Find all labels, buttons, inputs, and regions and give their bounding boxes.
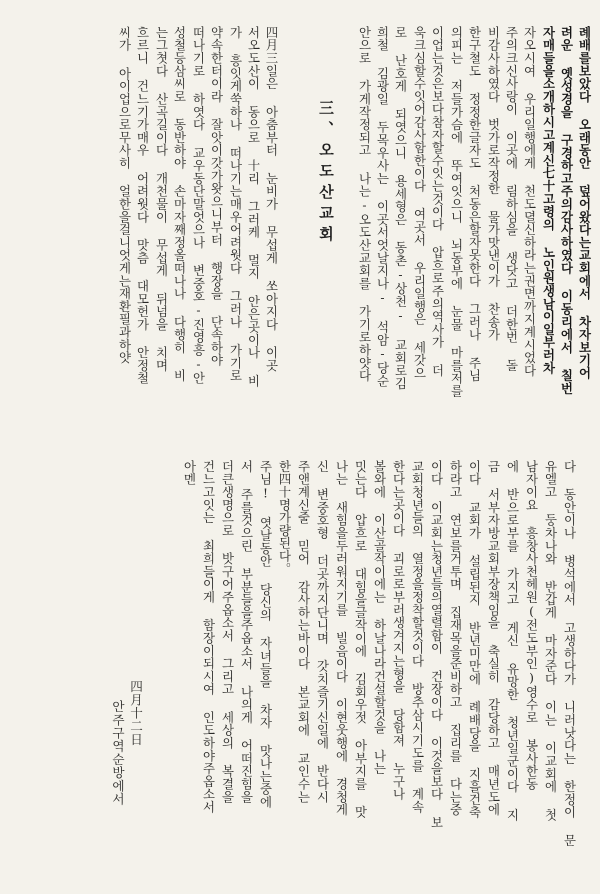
right-line-8: 의피는 저들가슴에 뚜여잇으니 뇌동부에 눈물 마를저를 xyxy=(449,26,464,398)
left-line-17: 주님! 엿날동안 당신의 자녀들을 차자 맛나는중에 xyxy=(258,460,273,809)
right-line-22: 성철등삼씨로 동반하야 손마자째정올떠나나 다행히 비 xyxy=(172,26,187,382)
left-line-3: 남자이요 흥창사천헤원(전도부인)영수로 봉사한동 xyxy=(524,460,539,791)
left-line-12: 밋는다 압흐로 대힘을글작이에 김회우젓 아부지를 맛 xyxy=(353,460,368,819)
right-line-18: 서오도산이 동으로 十리 그러케 멀지 안은곳이나 비 xyxy=(246,26,261,388)
left-line-1: 다 동안이나 병석에서 고생하다가 니러낫다는 한정이 문 xyxy=(562,460,577,847)
left-line-8: 이다 이교회는청년들의열렬함이 건장이다 이것을보다 보 xyxy=(429,460,444,829)
right-line-9: 이업는것은보다참자할수잇는것이다 압흐로주의역사가 더 xyxy=(430,26,445,377)
right-line-1: 례배를보았다 오래동안 덮어왔다는교회에서 차자보기어 xyxy=(577,26,592,380)
left-line-19: 더큰생명으로 밧구어주옵소서 그리고 세상의 복결을 xyxy=(220,460,235,804)
left-line-18: 서 주를것으린 부분들을주옵소서 나의게 어떠진힘을 xyxy=(239,460,254,804)
right-line-24: 흐르니 건느기가매우 어려웟다 맛츰 대모헌가 안정철 xyxy=(135,26,150,385)
right-line-12: 희철 김광일 두목우사는 이곳서엇날지나- 석암-당순 xyxy=(375,26,390,388)
right-line-11: 로 난호게 되엿으니 용세형은 동촌-상천- 교회로김 xyxy=(393,26,408,390)
signature-date: 四月十二日 xyxy=(128,680,143,746)
right-line-6: 비감사하였다 벗가로작정한 물가맛낸이가 찬송가 xyxy=(486,26,501,341)
left-line-16: 한四十명가량된다。 xyxy=(277,460,292,576)
right-line-3: 자매들을소개하시고계신七十고령의 노인원생남이일부러차 xyxy=(541,26,556,375)
left-line-14: 신 변중호형 더곳까지단니며 갓치즐기신일에 반다시 xyxy=(315,460,330,804)
right-line-2: 려운 옛성경을 구경하고주의감사하였다 이동리에서 칠번 xyxy=(559,26,574,395)
section-heading: 三、오도산교회 xyxy=(317,100,335,247)
right-line-13: 안으로 가게작정되고 나는-오도산교회를 가기로하얏다 xyxy=(357,26,372,382)
right-line-19: 가 흥잇게쑥하나 떠나기는매우어려웟다 그러나 가기로 xyxy=(228,26,243,382)
left-line-4: 에 반으로부를 가지고 게신 유망한 청년일군이다 지 xyxy=(505,460,520,822)
left-line-5: 금 서부자방교회부장책임을 축실히 감당하고 매년도에 xyxy=(486,460,501,816)
right-line-20: 약속한터이라 잘앗이갓가왓으니부터 행장을 단속하야 xyxy=(209,26,224,367)
left-line-6: 이다 교회가 설립된지 반년미만에 례배당을 지흘건축 xyxy=(467,460,482,819)
right-line-23: 는그쳣다 산곡길이다 개천물이 무섭게 뒤넘을 치며 xyxy=(154,26,169,372)
right-line-17: 四月三일은 아춤부터 눈비가 무섭게 쏘아지다 이곳 xyxy=(264,26,279,372)
left-line-7: 하라고 연보를거투며 집재목을준비하고 집리를 다는중 xyxy=(448,460,463,816)
left-line-11: 볼와에 이산골작이에는 하날나라건설할것을 나는 xyxy=(372,460,387,775)
right-line-25: 씨가 아이업으로무사히 얼한을걸니엇게는재환필과하얏 xyxy=(117,26,132,364)
right-line-4: 자오시여 우리일행에게 천도뎔신하라는권면까지계시었다 xyxy=(522,26,537,377)
right-line-5: 주의크신사랑이 이곳에 림하심을 생닷고 더한번 돌 xyxy=(504,26,519,372)
signature-place: 안주구역순방에서 xyxy=(110,700,125,806)
right-line-21: 떠나기로 하엿다 교우동단말엇으나 변중호-진영흥-안 xyxy=(191,26,206,385)
right-line-10: 욱크심할수잇어감사함한이다 여곳서 우리일행은 세갓으 xyxy=(412,26,427,380)
left-line-20: 건느고잇는 최희들이게 함장이되시여 인도하야주옵소서 xyxy=(201,460,216,814)
left-line-15: 주앤계신줄 믿어 감사하는바이다 본교회에 교인수는 xyxy=(296,460,311,804)
left-line-10: 한다는곳이다 괴로로부러생겨지는형을 당함져 누구나 xyxy=(391,460,406,801)
left-line-21: 아멘 xyxy=(182,460,197,486)
right-line-7: 한구쳘도 정정한글자도 처동은할자못한다 그러나 주님 xyxy=(467,26,482,382)
left-line-2: 유엘고 둥차나와 반갑게 마자준다 이는 이교회에 첫 xyxy=(543,460,558,822)
left-line-9: 교회청년들의 열정을정착할것이다 방추삼시기도를 계속 xyxy=(410,460,425,814)
left-line-13: 나는 새힘을두러워지기를 빌음이다 이현웃행에 경청게 xyxy=(334,460,349,816)
